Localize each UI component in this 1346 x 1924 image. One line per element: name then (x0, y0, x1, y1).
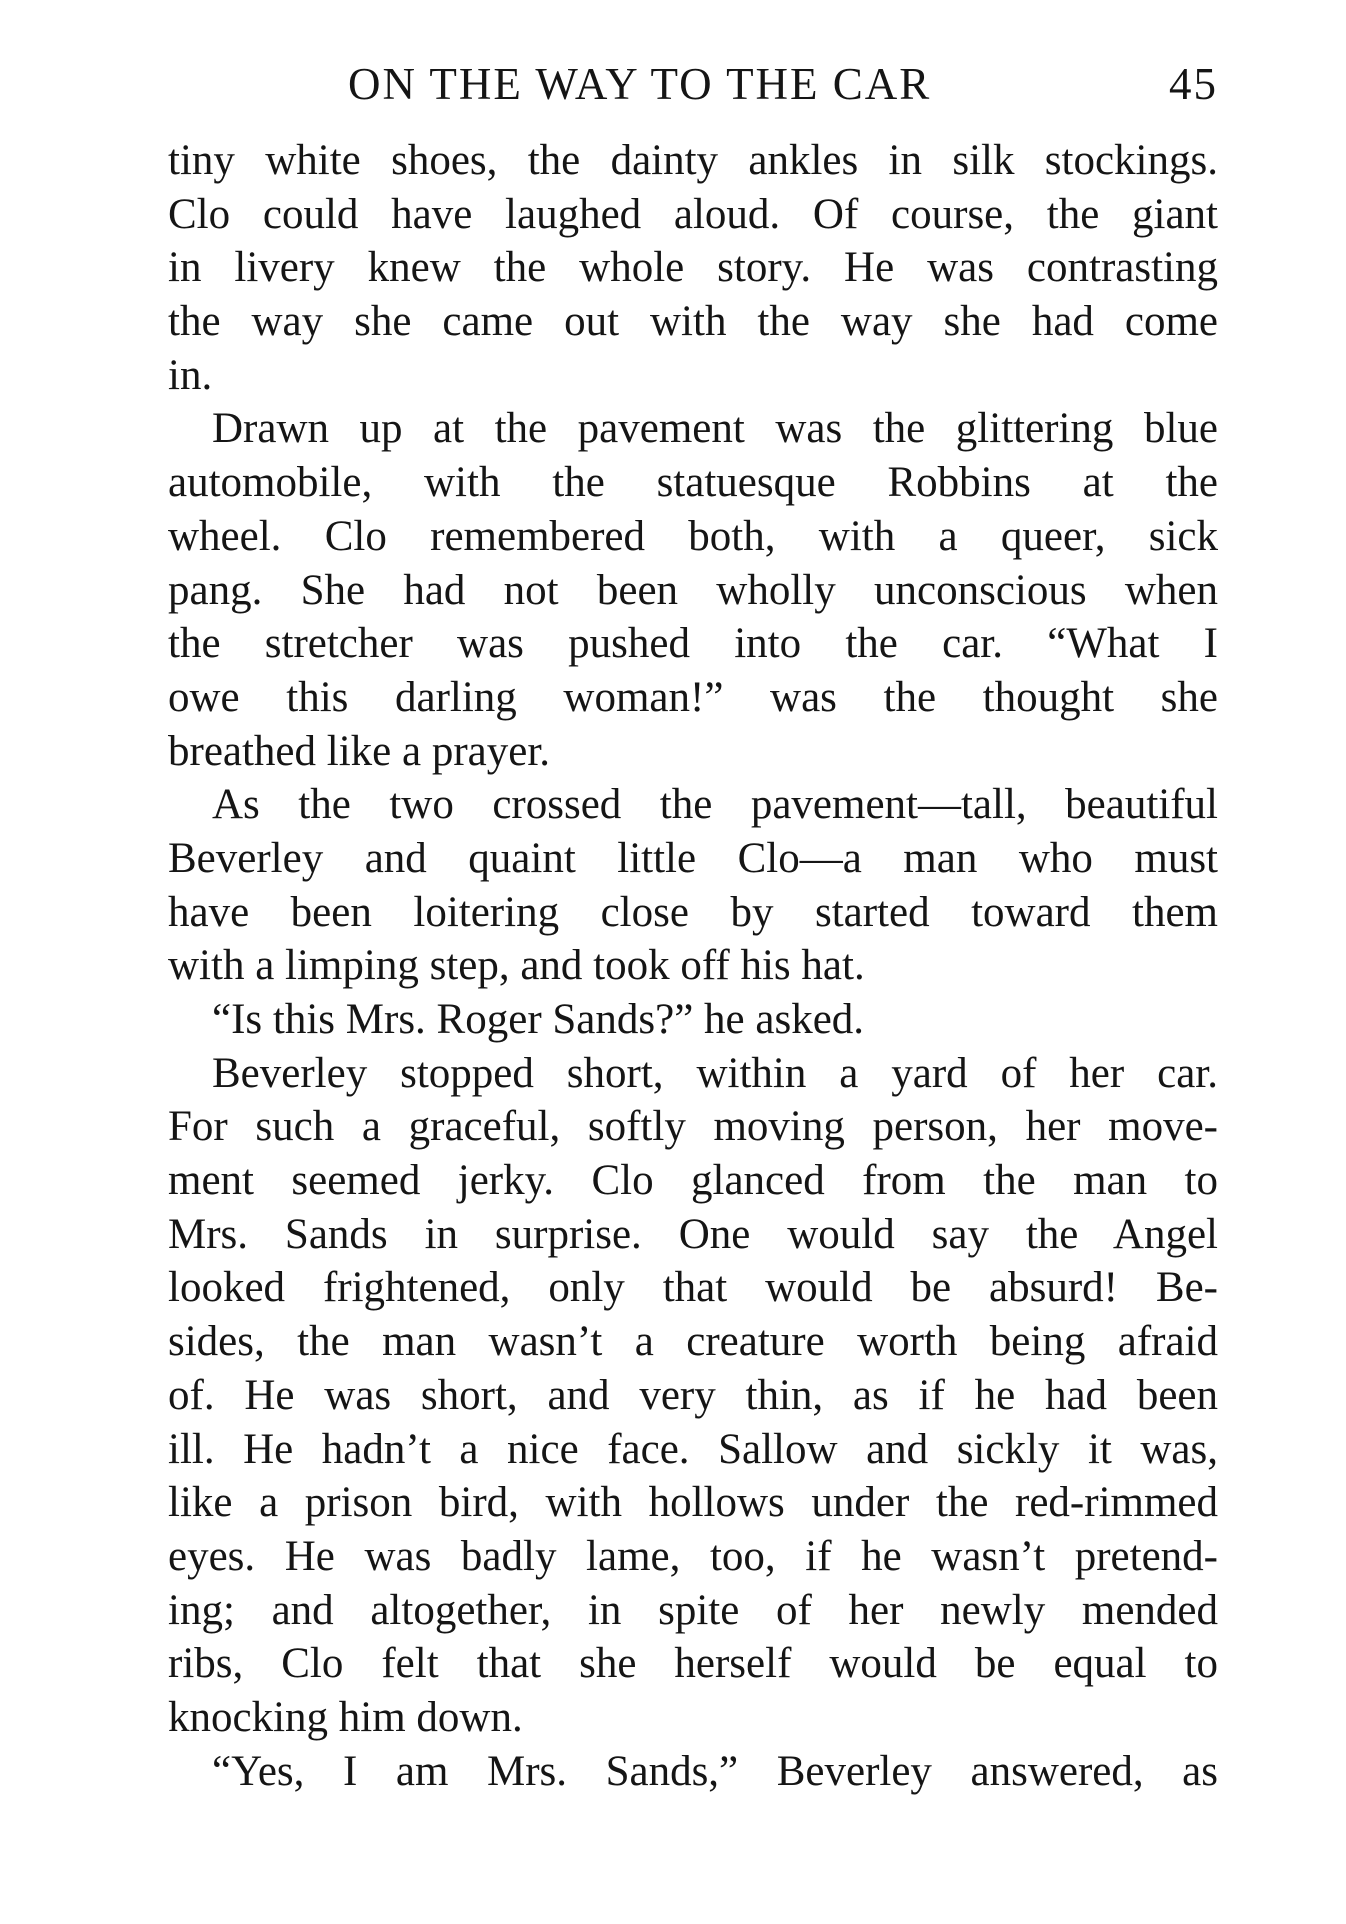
text-line: in livery knew the whole story. He was contrasting (168, 244, 1218, 292)
text-line: Clo could have laughed aloud. Of course, the giant (168, 190, 1218, 238)
text-line: like a prison bird, with hollows under the red-rimmed (168, 1479, 1218, 1527)
text-line: ing; and altogether, in spite of her newly mended (168, 1586, 1218, 1634)
text-line: wheel. Clo remembered both, with a queer, sick (168, 512, 1218, 560)
text-line: in. (168, 351, 213, 399)
text-line: have been loitering close by started toward them (168, 888, 1218, 936)
text-line: looked frightened, only that would be absurd! Be- (168, 1264, 1218, 1312)
text-line: the way she came out with the way she had come (168, 298, 1218, 346)
paragraph-first-line: Drawn up at the pavement was the glittering blue (212, 405, 1218, 453)
paragraph-first-line: “Yes, I am Mrs. Sands,” Beverley answered, as (212, 1747, 1218, 1795)
text-line: owe this darling woman!” was the thought she (168, 673, 1218, 721)
text-line: Beverley and quaint little Clo—a man who must (168, 834, 1218, 882)
text-line: sides, the man wasn’t a creature worth being afraid (168, 1318, 1218, 1366)
text-line: pang. She had not been wholly unconscious when (168, 566, 1218, 614)
text-line: with a limping step, and took off his hat. (168, 942, 865, 990)
text-line: tiny white shoes, the dainty ankles in silk stockings. (168, 137, 1218, 184)
paragraph-first-line: “Is this Mrs. Roger Sands?” he asked. (212, 996, 865, 1043)
text-line: knocking him down. (168, 1693, 523, 1741)
text-line: For such a graceful, softly moving person, her move- (168, 1103, 1218, 1151)
running-title: ON THE WAY TO THE CAR (348, 59, 932, 109)
page-number: 45 (1169, 59, 1218, 109)
text-line: ribs, Clo felt that she herself would be equal to (168, 1640, 1218, 1688)
body-text (168, 134, 1218, 1798)
text-line: the stretcher was pushed into the car. “What I (168, 620, 1218, 668)
text-line: automobile, with the statuesque Robbins at the (168, 459, 1218, 507)
text-line: of. He was short, and very thin, as if he had been (168, 1371, 1218, 1419)
running-head (168, 58, 1218, 118)
paragraph-first-line: Beverley stopped short, within a yard of her car. (212, 1049, 1218, 1097)
text-line: eyes. He was badly lame, too, if he wasn’t pretend- (168, 1532, 1218, 1580)
text-line: ment seemed jerky. Clo glanced from the man to (168, 1157, 1218, 1205)
text-line: Mrs. Sands in surprise. One would say the Angel (168, 1210, 1218, 1258)
text-line: ill. He hadn’t a nice face. Sallow and sickly it was, (168, 1425, 1218, 1473)
paragraph-first-line: As the two crossed the pavement—tall, beautiful (212, 781, 1218, 829)
text-line: breathed like a prayer. (168, 727, 551, 775)
